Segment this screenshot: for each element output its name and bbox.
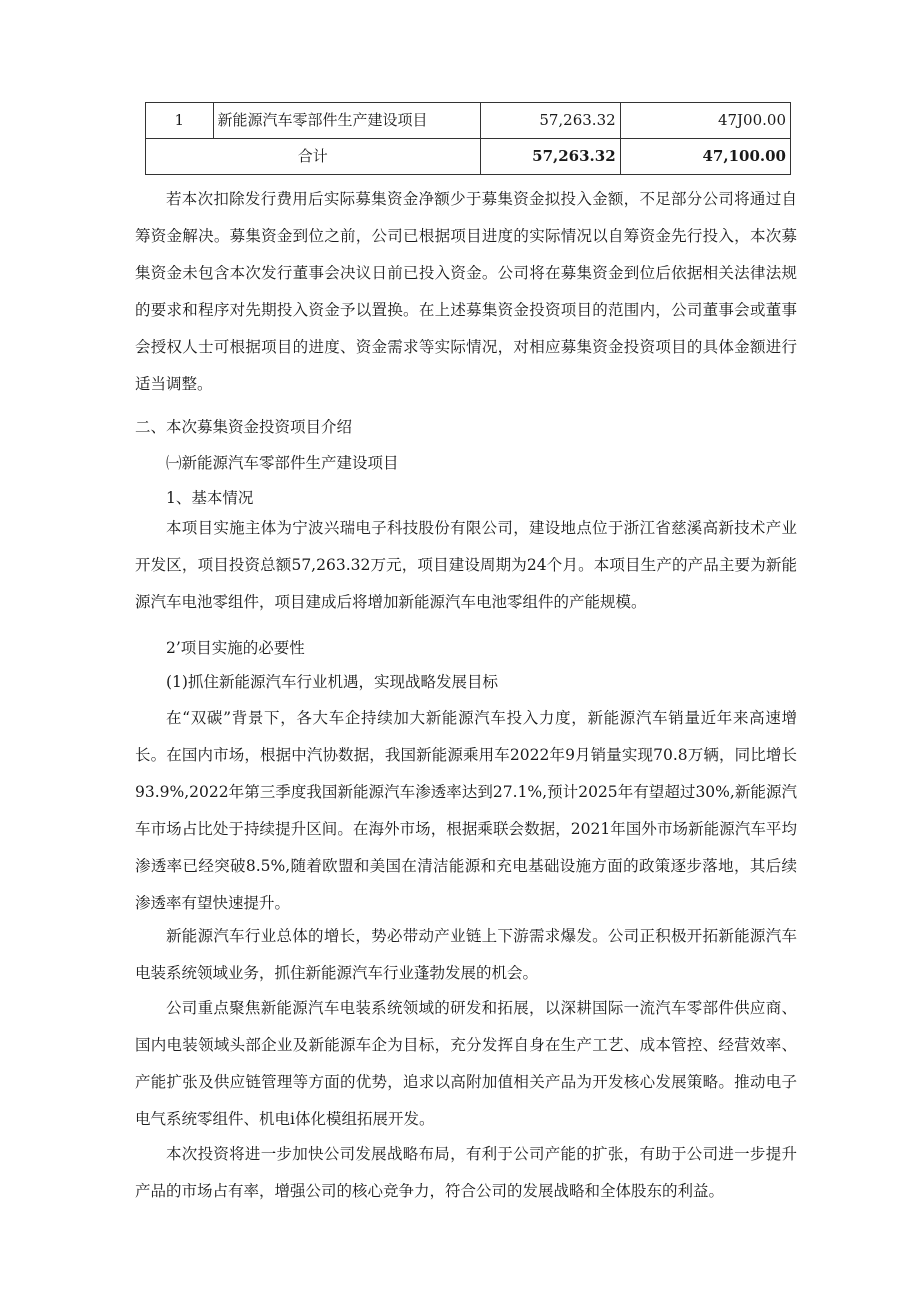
paragraph-investment-benefit: 本次投资将进一步加快公司发展战略布局，有利于公司产能的扩张，有助于公司进一步提升产品的市场占有率，增强公司的核心竞争力，符合公司的发展战略和全体股东的利益。	[135, 1145, 797, 1200]
basic-info-heading: 1、基本情况	[166, 489, 254, 507]
total-label: 合计	[146, 139, 481, 175]
table-row	[146, 103, 791, 139]
section-heading: 二、本次募集资金投资项目介绍	[135, 418, 353, 436]
paragraph-fund-shortfall: 若本次扣除发行费用后实际募集资金净额少于募集资金拟投入金额，不足部分公司将通过自筹资金解决。募集资金到位之前，公司已根据项目进度的实际情况以自筹资金先行投入，本次募集资金未包含本次发行董事会决议日前已投入资金。公司将在募集资金到位后依据相关法律法规的要求和程序对先期投入资金予以置换。在上述募集资金投资项目的范围内，公司董事会或董事会授权人士可根据项目的进度、资金需求等实际情况，对相应募集资金投资项目的具体金额进行适当调整。	[135, 190, 797, 393]
raised-funds: 47J00.00	[620, 103, 790, 139]
paragraph-market: 在“双碳”背景下，各大车企持续加大新能源汽车投入力度，新能源汽车销量近年来高速增长。在国内市场，根据中汽协数据，我国新能源乘用车2022年9月销量实现70.8万辆，同比增长93.9%,2022年第三季度我国新能源汽车渗透率达到27.1%,预计2025年有望超过30%,新能源汽车市场占比处于持续提升区间。在海外市场，根据乘联会数据，2021年国外市场新能源汽车平均渗透率已经突破8.5%,随着欧盟和美国在清洁能源和充电基础设施方面的政策逐步落地，其后续渗透率有望快速提升。	[135, 709, 797, 912]
necessity-heading: 2’项目实施的必要性	[166, 639, 305, 657]
subsection-heading: ㈠新能源汽车零部件生产建设项目	[166, 454, 399, 472]
paragraph-strategy: 公司重点聚焦新能源汽车电装系统领域的研发和拓展，以深耕国际一流汽车零部件供应商、国内电装领域头部企业及新能源车企为目标，充分发挥自身在生产工艺、成本管控、经营效率、产能扩张及供应链管理等方面的优势，追求以高附加值相关产品为开发核心发展策略。推动电子电气系统零组件、机电i体化模组拓展开发。	[135, 999, 797, 1128]
point1-heading: (1)抓住新能源汽车行业机遇，实现战略发展目标	[166, 673, 498, 691]
row-index: 1	[146, 103, 214, 139]
raised-funds-sum: 47,100.00	[620, 139, 790, 175]
project-name: 新能源汽车零部件生产建设项目	[213, 103, 480, 139]
fund-allocation-table	[145, 102, 791, 175]
paragraph-industry-growth: 新能源汽车行业总体的增长，势必带动产业链上下游需求爆发。公司正积极开拓新能源汽车电装系统领域业务，抓住新能源汽车行业蓬勃发展的机会。	[135, 927, 797, 982]
table-total-row	[146, 139, 791, 175]
total-investment-sum: 57,263.32	[480, 139, 620, 175]
paragraph-basic-info: 本项目实施主体为宁波兴瑞电子科技股份有限公司，建设地点位于浙江省慈溪高新技术产业开发区，项目投资总额57,263.32万元，项目建设周期为24个月。本项目生产的产品主要为新能源汽车电池零组件，项目建成后将增加新能源汽车电池零组件的产能规模。	[135, 519, 797, 611]
total-investment: 57,263.32	[480, 103, 620, 139]
